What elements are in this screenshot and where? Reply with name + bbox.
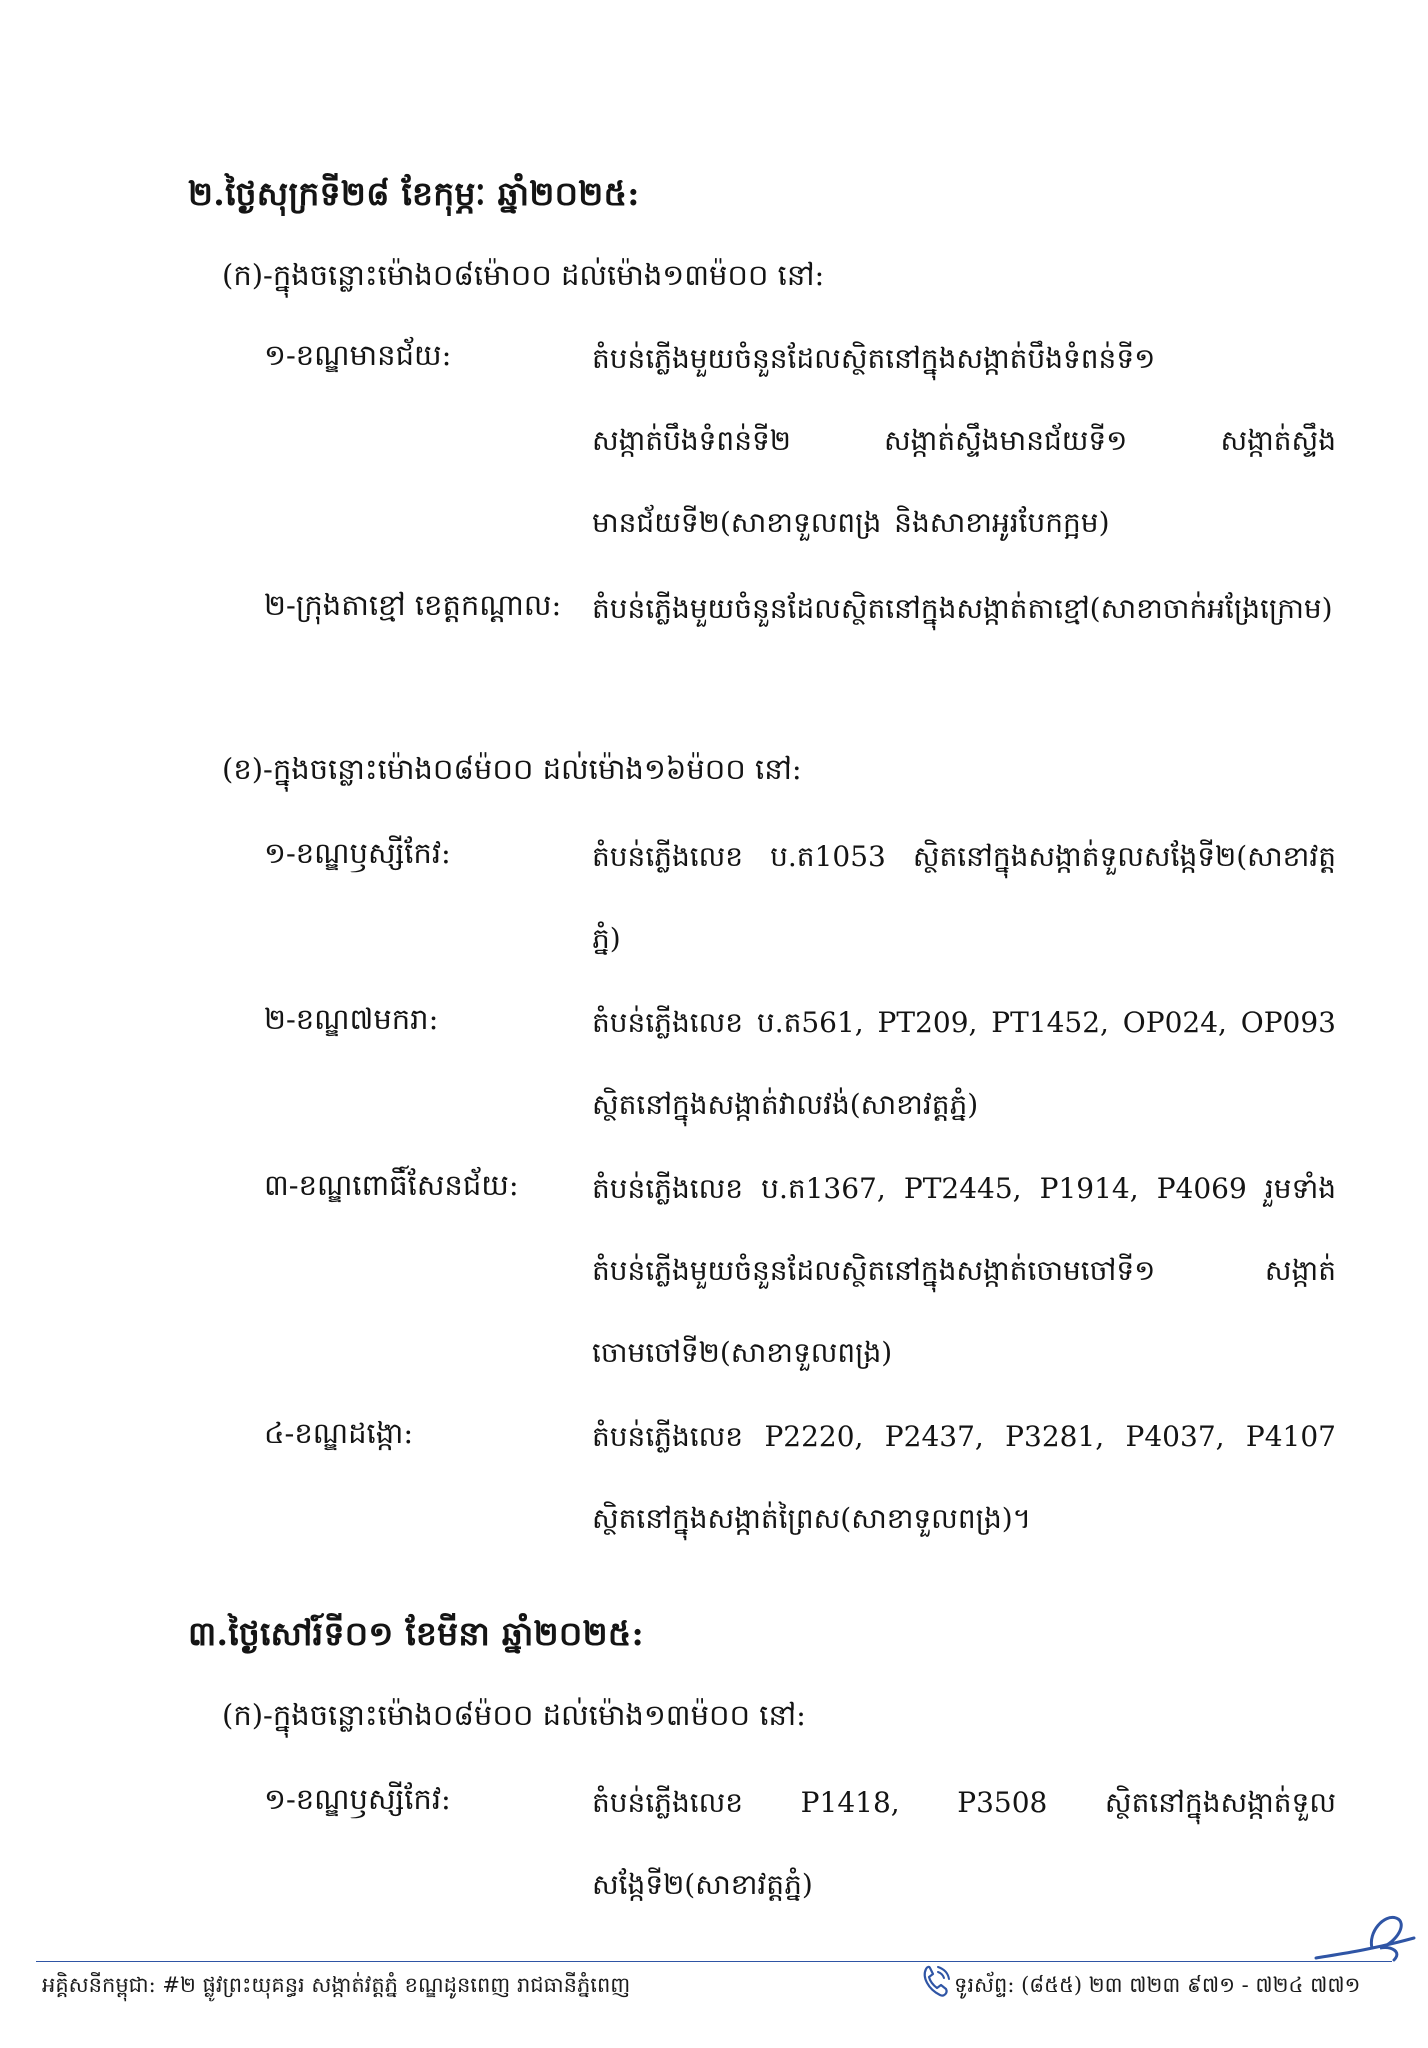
time-period: (ក)-ក្នុងចន្លោះម៉ោង០៨ម៉០០ ដល់ម៉ោង១៣ម៉០០ នៅ: bbox=[222, 1698, 806, 1732]
day-heading: ២.ថ្ងៃសុក្រទី២៨ ខែកុម្ភៈ ឆ្នាំ២០២៥: bbox=[188, 174, 640, 213]
footer-address: អគ្គិសនីកម្ពុជា: #២ ផ្លូវព្រះយុគន្ធរ សង្កាត់វត្តភ្នំ ខណ្ឌដូនពេញ រាជធានីភ្នំពេញ bbox=[42, 1973, 631, 1997]
district-name: ១-ខណ្ឌឫស្សីកែវ: bbox=[264, 1782, 451, 1816]
outage-area-description: តំបន់ភ្លើងលេខ ប.ត561, PT209, PT1452, OP024, OP093 ស្ថិតនៅក្នុងសង្កាត់វាលវង់(សាខាវត្តភ្នំ) bbox=[592, 1006, 1336, 1121]
outage-area-description: តំបន់ភ្លើងលេខ P1418, P3508 ស្ថិតនៅក្នុងសង្កាត់ទួលសង្កែទី២(សាខាវត្តភ្នំ) bbox=[592, 1786, 1336, 1901]
signature-mark bbox=[1310, 1908, 1420, 1968]
district-name: ២-ខណ្ឌ៧មករា: bbox=[264, 1002, 439, 1036]
phone-icon bbox=[918, 1963, 952, 2001]
time-period: (ក)-ក្នុងចន្លោះម៉ោង០៨ម៉ោ០០ ដល់ម៉ោង១៣ម៉០០ នៅ: bbox=[222, 258, 825, 292]
district-name: ៣-ខណ្ឌពោធិ៍សែនជ័យ: bbox=[264, 1168, 519, 1202]
district-name: ៤-ខណ្ឌដង្កោ: bbox=[264, 1416, 414, 1450]
district-name: ២-ក្រុងតាខ្មៅ ខេត្តកណ្តាល: bbox=[264, 588, 562, 622]
outage-area-description: តំបន់ភ្លើងមួយចំនួនដែលស្ថិតនៅក្នុងសង្កាត់តាខ្មៅ(សាខាចាក់អង្រែក្រោម) bbox=[592, 592, 1333, 625]
day-heading: ៣.ថ្ងៃសៅរ៍ទី០១ ខែមីនា ឆ្នាំ២០២៥: bbox=[188, 1614, 644, 1653]
district-name: ១-ខណ្ឌឫស្សីកែវ: bbox=[264, 836, 451, 870]
outage-area-description: តំបន់ភ្លើងលេខ ប.ត1367, PT2445, P1914, P4069 រួមទាំងតំបន់ភ្លើងមួយចំនួនដែលស្ថិតនៅក្នុងសង្កាត់ចោមចៅទី១ សង្កាត់ចោមចៅទី២(សាខាទួលពង្រ) bbox=[592, 1172, 1336, 1369]
footer-divider bbox=[36, 1961, 1392, 1962]
outage-area-description: តំបន់ភ្លើងលេខ P2220, P2437, P3281, P4037, P4107 ស្ថិតនៅក្នុងសង្កាត់ព្រៃស(សាខាទួលពង្រ)។ bbox=[592, 1420, 1336, 1535]
district-name: ១-ខណ្ឌមានជ័យ: bbox=[264, 338, 452, 372]
outage-area-description: តំបន់ភ្លើងលេខ ប.ត1053 ស្ថិតនៅក្នុងសង្កាត់ទួលសង្កែទី២(សាខាវត្តភ្នំ) bbox=[592, 840, 1336, 955]
time-period: (ខ)-ក្នុងចន្លោះម៉ោង០៨ម៉០០ ដល់ម៉ោង១៦ម៉០០ នៅ: bbox=[222, 752, 802, 786]
footer-phone: ទូរស័ព្ទ: (៨៥៥) ២៣ ៧២៣ ៩៧១ - ៧២៤ ៧៧១ bbox=[954, 1973, 1361, 1997]
outage-area-description: តំបន់ភ្លើងមួយចំនួនដែលស្ថិតនៅក្នុងសង្កាត់បឹងទំពន់ទី១ សង្កាត់បឹងទំពន់ទី២ សង្កាត់ស្ទឹងមានជ័យទី១ សង្កាត់ស្ទឹងមានជ័យទី២(សាខាទួលពង្រ និងសាខាអូរបែកក្អម) bbox=[592, 342, 1336, 539]
